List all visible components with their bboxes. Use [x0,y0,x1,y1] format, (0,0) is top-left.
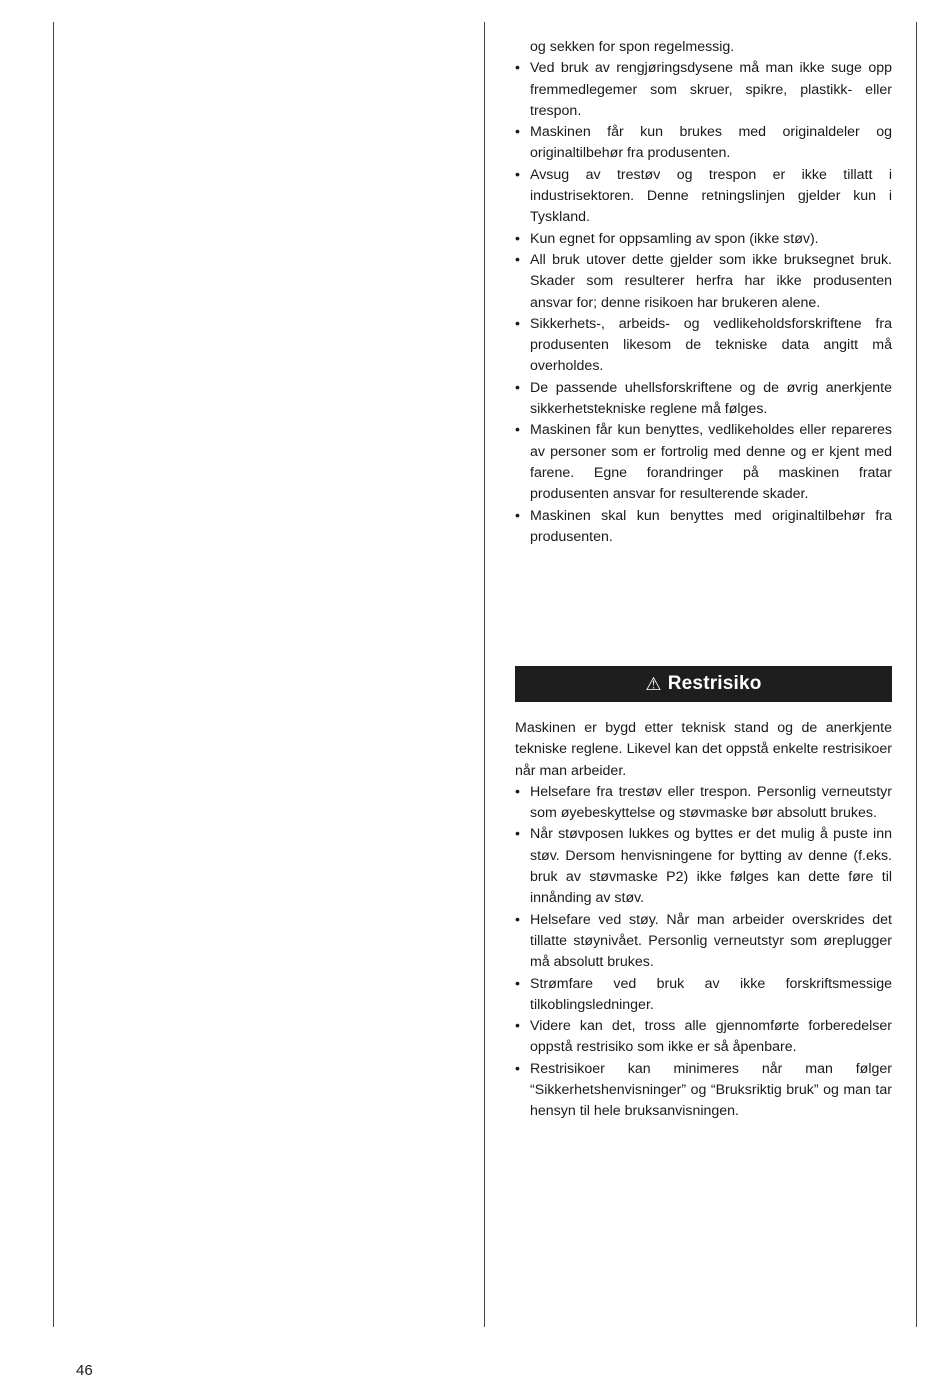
list-item: • De passende uhellsforskriftene og de øvrig anerkjente sikkerhetstekniske reglene må følges. [515,378,892,421]
list-item: • Videre kan det, tross alle gjennomførte forberedelser oppstå restrisiko som ikke er så åpenbare. [515,1016,892,1059]
section-title: Restrisiko [667,673,762,694]
usage-rules-list [515,58,892,548]
list-item: • Avsug av trestøv og trespon er ikke tillatt i industrisektoren. Denne retningslinjen gjelder kun i Tyskland. [515,165,892,229]
list-item: • Maskinen får kun brukes med originaldeler og originaltilbehør fra produsenten. [515,122,892,165]
restrisiko-block [515,718,892,1123]
list-item: • All bruk utover dette gjelder som ikke bruksegnet bruk. Skader som resulterer herfra har ikke produsenten ansvar for; denne risikoen har brukeren alene. [515,250,892,314]
section-header-restrisiko [515,666,892,702]
list-item: • Maskinen skal kun benyttes med originaltilbehør fra produsenten. [515,506,892,549]
list-item: • Ved bruk av rengjøringsdysene må man ikke suge opp fremmedlegemer som skruer, spikre, plastikk- eller trespon. [515,58,892,122]
list-item: • Strømfare ved bruk av ikke forskriftsmessige tilkoblingsledninger. [515,974,892,1017]
middle-column-rule [484,22,485,1327]
page-number: 46 [76,1362,93,1379]
list-item: • Kun egnet for oppsamling av spon (ikke støv). [515,229,892,250]
restrisiko-list [515,782,892,1123]
left-column-rule [53,22,54,1327]
warning-triangle-icon: ⚠ [645,673,662,694]
list-item: • Når støvposen lukkes og byttes er det mulig å puste inn støv. Dersom henvisningene for bytting av denne (f.eks. bruk av støvmaske P2) ikke følges kan dette føre til innånding av støv. [515,824,892,909]
continuation-text: og sekken for spon regelmessig. [530,39,735,55]
list-item: • Sikkerhets-, arbeids- og vedlikeholdsforskriftene fra produsenten likesom de tekniske data angitt må overholdes. [515,314,892,378]
right-column-rule [916,22,917,1327]
usage-rules-block [515,37,892,548]
restrisiko-intro: Maskinen er bygd etter teknisk stand og de anerkjente tekniske reglene. Likevel kan det oppstå enkelte restrisikoer når man arbeider. [515,720,892,779]
list-item: • Helsefare fra trestøv eller trespon. Personlig verneutstyr som øyebeskyttelse og støvmaske bør absolutt brukes. [515,782,892,825]
list-item: • Helsefare ved støy. Når man arbeider overskrides det tillatte støynivået. Personlig verneutstyr som øreplugger må absolutt brukes. [515,910,892,974]
list-item: • Maskinen får kun benyttes, vedlikeholdes eller repareres av personer som er fortrolig med denne og er kjent med farene. Egne forandringer på maskinen fratar produsenten ansvar for resulterende skader. [515,420,892,505]
list-item: • Restrisikoer kan minimeres når man følger “Sikkerhetshenvisninger” og “Bruksriktig bruk” og man tar hensyn til hele bruksanvisningen. [515,1059,892,1123]
